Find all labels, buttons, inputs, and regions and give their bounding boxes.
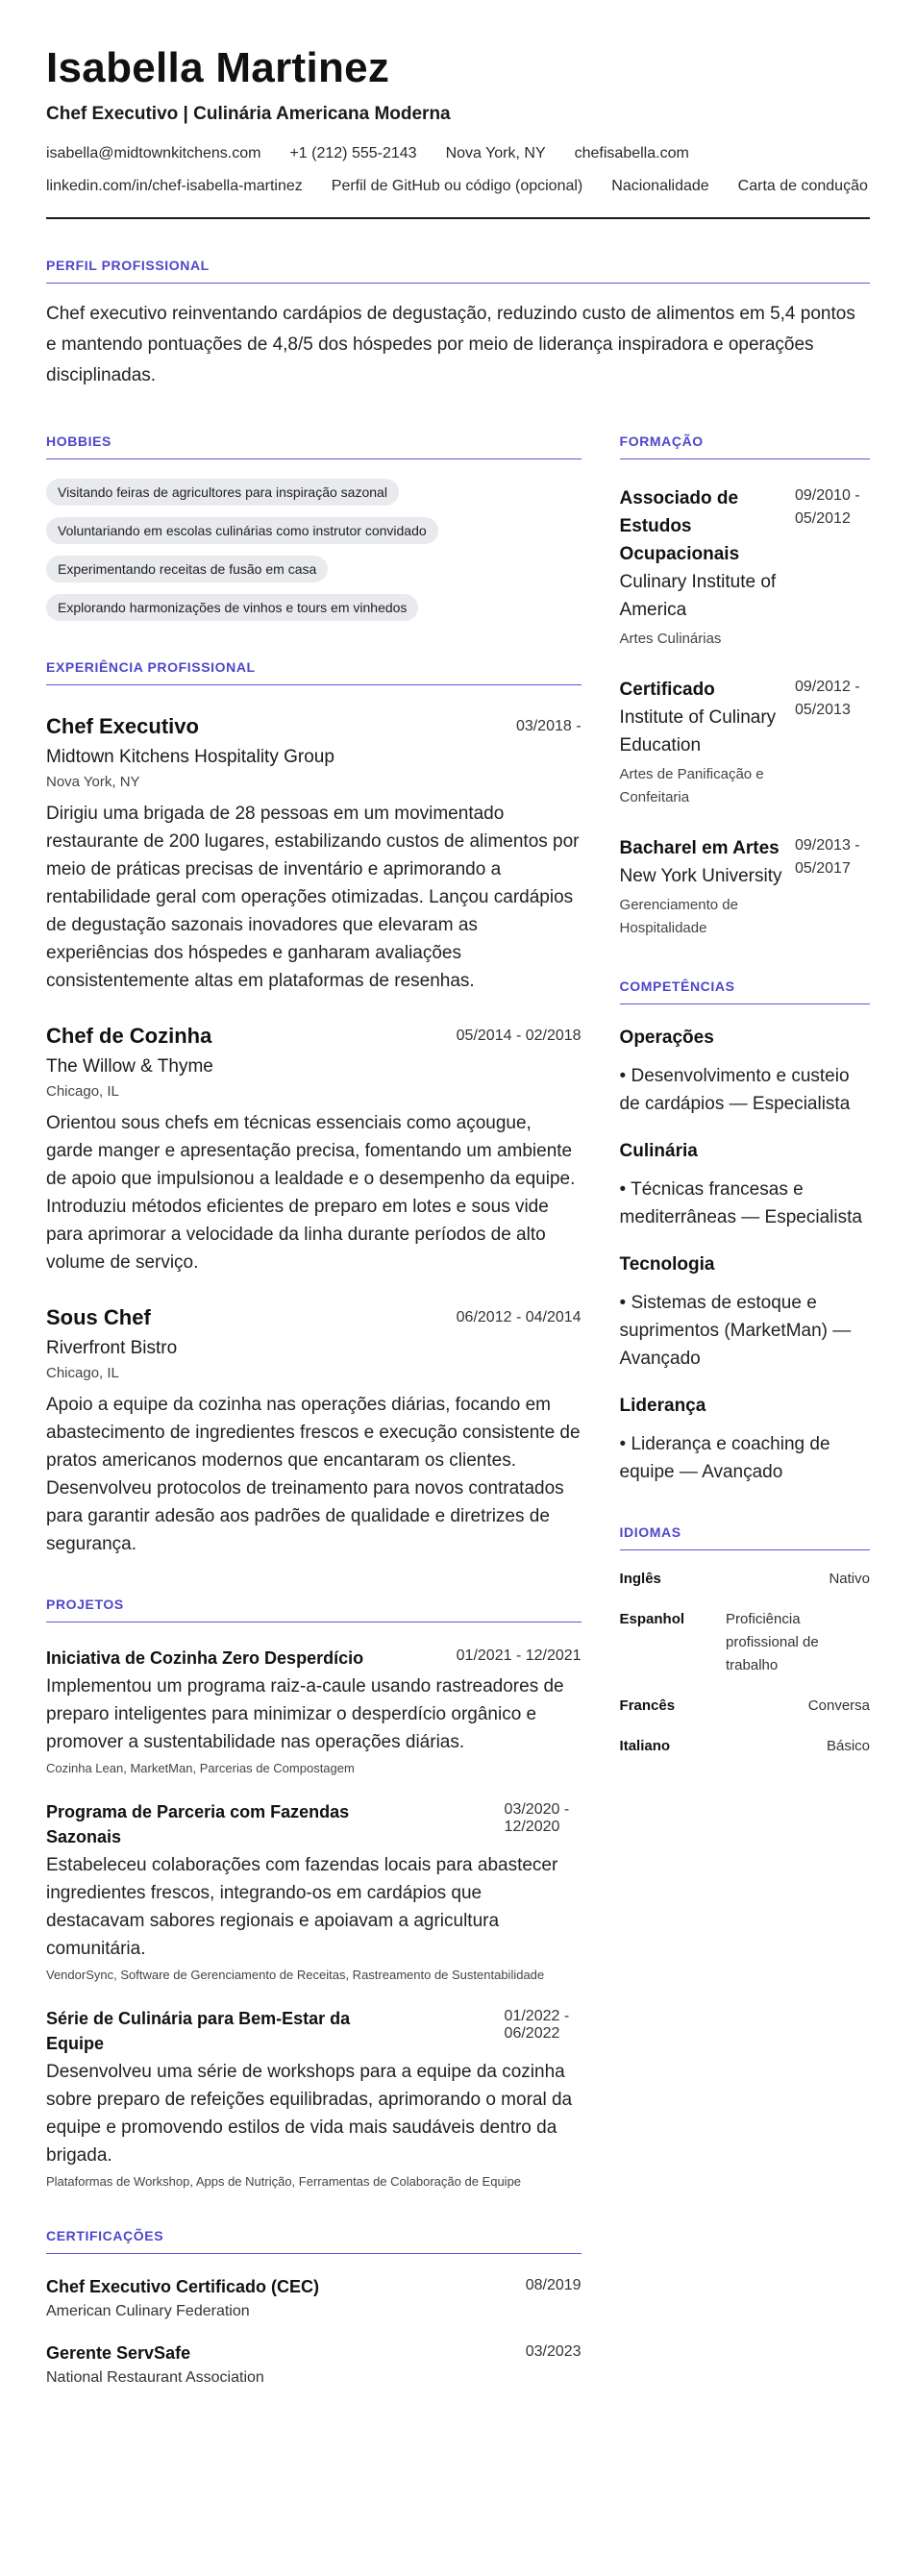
- experience-item: [46, 714, 582, 995]
- project-title: Iniciativa de Cozinha Zero Desperdício: [46, 1648, 364, 1669]
- certification-item: [46, 2343, 582, 2387]
- job-date: 03/2018 -: [515, 718, 582, 735]
- skill-category: Operações: [619, 1028, 714, 1049]
- education-school: Institute of Culinary Education: [619, 707, 777, 756]
- education-school: New York University: [619, 866, 782, 887]
- education-date: 09/2012 - 05/2013: [795, 679, 860, 719]
- skill-category: Culinária: [619, 1141, 698, 1162]
- certification-date: 03/2023: [525, 2343, 582, 2361]
- education-item: [620, 676, 870, 809]
- language-level: Básico: [826, 1738, 870, 1755]
- project-date: 01/2022 - 06/2022: [504, 2008, 570, 2043]
- education-date: 09/2010 - 05/2012: [795, 487, 860, 528]
- experience-title: EXPERIÊNCIA PROFISSIONAL: [46, 659, 582, 685]
- hobbies-section: [46, 433, 582, 621]
- header: [46, 46, 870, 219]
- hobby-chips: [46, 479, 582, 621]
- skills-title: COMPETÊNCIAS: [620, 978, 870, 1004]
- contact-phone[interactable]: +1 (212) 555-2143: [289, 145, 417, 162]
- candidate-name: Isabella Martinez: [46, 44, 390, 91]
- contact-email[interactable]: isabella@midtownkitchens.com: [46, 145, 261, 162]
- certification-date: 08/2019: [525, 2277, 582, 2294]
- language-name: Inglês: [619, 1571, 661, 1588]
- job-description: Dirigiu uma brigada de 28 pessoas em um movimentado restaurante de 200 lugares, estabilizando custos de alimentos por meio de práticas precisas de inventário e aprimorando a rentabilidade geral com operações otimizadas. Lançou cardápios de degustação sazonais inovadores que elevaram as experiências dos hóspedes e ganharam avaliações consistentemente altas em plataformas de resenhas.: [46, 804, 580, 992]
- experience-item: [46, 1024, 582, 1276]
- right-column: [620, 433, 870, 2387]
- certification-org: National Restaurant Association: [46, 2369, 264, 2387]
- job-description: Apoio a equipe da cozinha nas operações diárias, focando em abastecimento de ingredientes frescos e execução consistente de pratos americanos modernos que encantaram os clientes. Desenvolveu protocolos de treinamento para novos contratados para garantir adesão aos padrões de qualidade e diretrizes de segurança.: [46, 1395, 581, 1555]
- project-item: [46, 2006, 582, 2190]
- language-name: Espanhol: [619, 1611, 685, 1628]
- language-name: Francês: [619, 1697, 676, 1715]
- hobby-chip: Visitando feiras de agricultores para inspiração sazonal: [46, 479, 399, 506]
- language-level: Conversa: [807, 1697, 870, 1715]
- education-degree: Associado de Estudos Ocupacionais: [619, 488, 740, 565]
- hobby-chip: Voluntariando em escolas culinárias como instrutor convidado: [46, 517, 438, 544]
- project-description: Implementou um programa raiz-a-caule usando rastreadores de preparo inteligentes para minimizar o desperdício orgânico e promover a sustentabilidade nas operações diárias.: [46, 1676, 564, 1753]
- certifications-title: CERTIFICAÇÕES: [46, 2228, 582, 2254]
- skill-item: • Sistemas de estoque e suprimentos (MarketMan) — Avançado: [619, 1293, 852, 1370]
- education-field: Artes Culinárias: [619, 631, 722, 648]
- certifications-section: [46, 2228, 582, 2387]
- project-date: 01/2021 - 12/2021: [456, 1647, 582, 1665]
- language-row: [620, 1695, 870, 1718]
- contact-github[interactable]: Perfil de GitHub ou código (opcional): [331, 178, 583, 195]
- contact-linkedin[interactable]: linkedin.com/in/chef-isabella-martinez: [46, 178, 303, 195]
- contact-website[interactable]: chefisabella.com: [574, 145, 689, 162]
- languages-title: IDIOMAS: [620, 1524, 870, 1550]
- project-title: Série de Culinária para Bem-Estar da Equipe: [46, 2009, 351, 2054]
- job-company: Midtown Kitchens Hospitality Group: [46, 747, 334, 768]
- education-school: Culinary Institute of America: [619, 572, 777, 621]
- language-row: [620, 1568, 870, 1591]
- candidate-subtitle: Chef Executivo | Culinária Americana Moderna: [46, 104, 451, 125]
- education-item: [620, 834, 870, 940]
- skill-item: • Desenvolvimento e custeio de cardápios — Especialista: [619, 1066, 851, 1115]
- summary-title: PERFIL PROFISSIONAL: [46, 258, 870, 284]
- language-row: [620, 1608, 870, 1677]
- certification-org: American Culinary Federation: [46, 2303, 250, 2320]
- contact-nationality: Nacionalidade: [611, 178, 709, 195]
- contact-license: Carta de condução: [737, 178, 868, 195]
- education-field: Artes de Panificação e Confeitaria: [619, 766, 764, 806]
- education-section: [620, 433, 870, 940]
- job-location: Chicago, IL: [46, 1365, 119, 1382]
- job-title: Chef Executivo: [46, 714, 199, 739]
- two-column-body: [46, 433, 870, 2387]
- job-date: 05/2014 - 02/2018: [456, 1028, 582, 1045]
- education-date: 09/2013 - 05/2017: [795, 837, 860, 878]
- job-company: The Willow & Thyme: [46, 1056, 213, 1077]
- skills-section: [620, 978, 870, 1486]
- certification-title: Gerente ServSafe: [46, 2343, 191, 2364]
- skill-item: • Liderança e coaching de equipe — Avançado: [619, 1434, 830, 1483]
- education-item: [620, 484, 870, 651]
- job-location: Nova York, NY: [46, 774, 140, 791]
- header-divider: [46, 217, 870, 219]
- job-company: Riverfront Bistro: [46, 1338, 178, 1359]
- education-degree: Certificado: [619, 680, 715, 701]
- job-description: Orientou sous chefs em técnicas essenciais como açougue, garde manger e apresentação precisa, fomentando um ambiente de apoio que impulsionou a lealdade e o desempenho da equipe. Introduziu métodos eficientes de preparo em lotes e sous vide para aprimorar a velocidade da linha durante períodos de alto volume de serviço.: [46, 1113, 576, 1274]
- summary-section: [46, 258, 870, 391]
- job-title: Chef de Cozinha: [46, 1024, 212, 1049]
- project-item: [46, 1646, 582, 1776]
- education-degree: Bacharel em Artes: [619, 838, 780, 859]
- language-name: Italiano: [619, 1738, 671, 1755]
- project-description: Desenvolveu uma série de workshops para a equipe da cozinha sobre preparo de refeições equilibradas, aprimorando o moral da equipe e promovendo estilos de vida mais saudáveis dentro da brigada.: [46, 2062, 573, 2167]
- project-tech: Cozinha Lean, MarketMan, Parcerias de Compostagem: [46, 1761, 355, 1776]
- projects-section: [46, 1597, 582, 2190]
- job-date: 06/2012 - 04/2014: [456, 1309, 582, 1326]
- hobby-chip: Explorando harmonizações de vinhos e tours em vinhedos: [46, 594, 418, 621]
- hobbies-title: HOBBIES: [46, 433, 582, 459]
- language-level: Nativo: [829, 1571, 870, 1588]
- project-tech: Plataformas de Workshop, Apps de Nutrição, Ferramentas de Colaboração de Equipe: [46, 2174, 522, 2190]
- left-column: [46, 433, 582, 2387]
- education-field: Gerenciamento de Hospitalidade: [619, 897, 738, 937]
- languages-section: [620, 1524, 870, 1758]
- project-tech: VendorSync, Software de Gerenciamento de Receitas, Rastreamento de Sustentabilidade: [46, 1968, 545, 1983]
- job-location: Chicago, IL: [46, 1083, 119, 1101]
- contact-location: Nova York, NY: [445, 145, 546, 162]
- skill-category: Tecnologia: [619, 1254, 715, 1276]
- education-title: FORMAÇÃO: [620, 433, 870, 459]
- project-item: [46, 1799, 582, 1983]
- project-date: 03/2020 - 12/2020: [504, 1801, 570, 1836]
- contact-list: [46, 144, 870, 196]
- job-title: Sous Chef: [46, 1305, 151, 1330]
- language-row: [620, 1735, 870, 1758]
- experience-section: [46, 659, 582, 1558]
- skill-category: Liderança: [619, 1396, 706, 1417]
- projects-title: PROJETOS: [46, 1597, 582, 1622]
- summary-text: Chef executivo reinventando cardápios de degustação, reduzindo custo de alimentos em 5,4 pontos e mantendo pontuações de 4,8/5 dos hóspedes por meio de liderança inspiradora e operações disciplinadas.: [46, 304, 855, 386]
- certification-title: Chef Executivo Certificado (CEC): [46, 2277, 320, 2297]
- project-title: Programa de Parceria com Fazendas Sazonais: [46, 1802, 350, 1847]
- language-level: Proficiência profissional de trabalho: [726, 1611, 819, 1674]
- project-description: Estabeleceu colaborações com fazendas locais para abastecer ingredientes frescos, integrando-os em cardápios que destacavam sabores regionais e apoiavam a agricultura comunitária.: [46, 1855, 558, 1960]
- experience-item: [46, 1305, 582, 1558]
- certification-item: [46, 2277, 582, 2320]
- skill-item: • Técnicas francesas e mediterrâneas — Especialista: [619, 1179, 862, 1228]
- hobby-chip: Experimentando receitas de fusão em casa: [46, 556, 328, 582]
